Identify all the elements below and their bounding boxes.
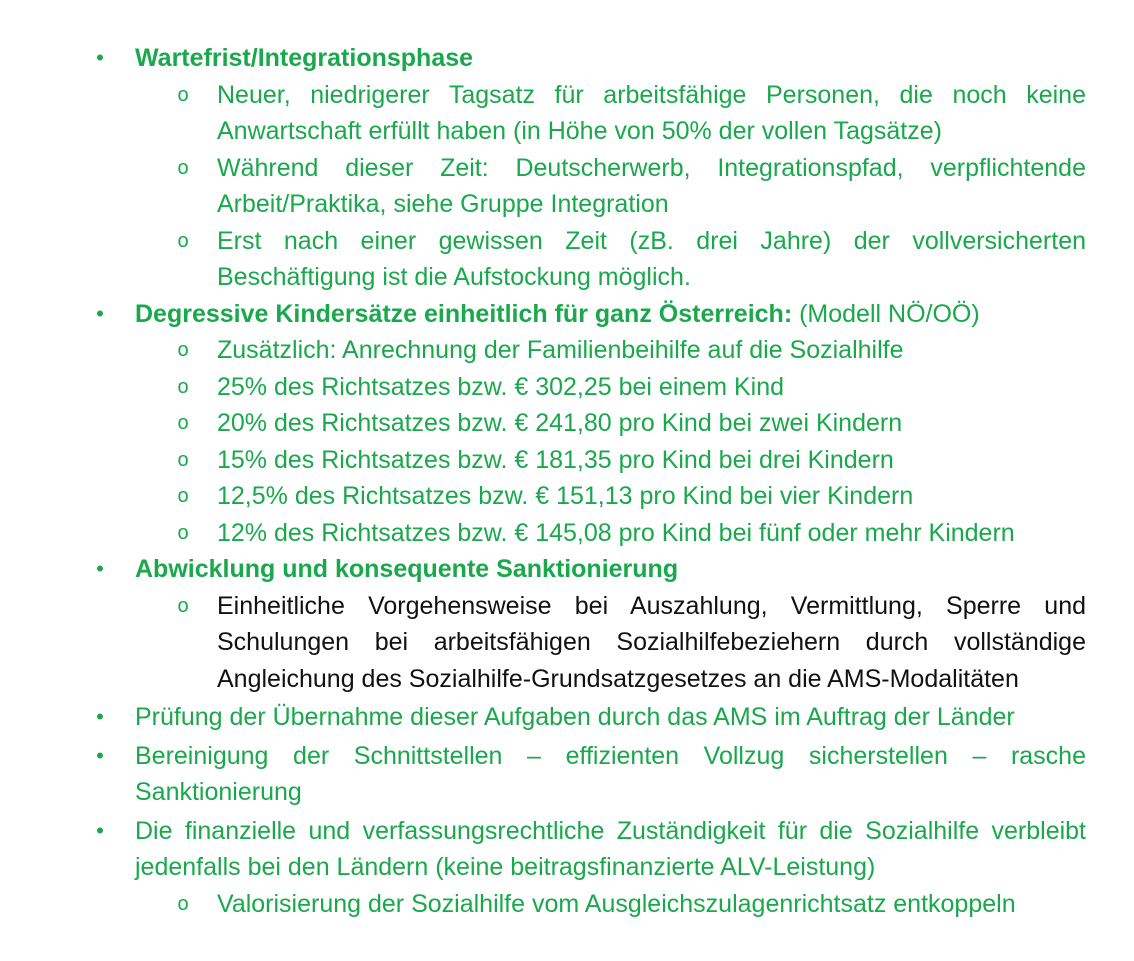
sub-list-item bbox=[0, 588, 1086, 698]
sub-item-text: 12% des Richtsatzes bzw. € 145,08 pro Kind bei fünf oder mehr Kindern bbox=[217, 518, 1015, 547]
bullet-icon: • bbox=[96, 704, 104, 729]
sub-item-text: Während dieser Zeit: Deutscherwerb, Integrationspfad, verpflichtende Arbeit/Praktika, siehe Gruppe Integration bbox=[217, 153, 1086, 218]
sub-item-text: 20% des Richtsatzes bzw. € 241,80 pro Kind bei zwei Kindern bbox=[217, 409, 903, 437]
sub-item-text: Einheitliche Vorgehensweise bei Auszahlung, Vermittlung, Sperre und Schulungen bei arbeitsfähigen Sozialhilfebeziehern durch vollständige Angleichung des Sozialhilfe-Grundsatzgesetzes an die AMS-Modalitäten bbox=[217, 591, 1086, 693]
bullet-icon: • bbox=[96, 300, 104, 326]
sub-list-item bbox=[0, 478, 1086, 515]
bullet-icon: • bbox=[96, 45, 104, 70]
sub-list-item bbox=[0, 515, 1086, 552]
list-item bbox=[0, 40, 1086, 296]
sub-item-text: Valorisierung der Sozialhilfe vom Ausgleichszulagenrichtsatz entkoppeln bbox=[217, 889, 1016, 918]
sub-list-item bbox=[0, 150, 1086, 223]
sub-list bbox=[0, 886, 1086, 923]
bullet-icon: • bbox=[96, 742, 104, 768]
sub-list-item bbox=[0, 886, 1086, 923]
sub-list bbox=[0, 332, 1086, 551]
circle-bullet-icon: o bbox=[177, 448, 189, 471]
bullet-list bbox=[0, 40, 1134, 922]
sub-item-text: 25% des Richtsatzes bzw. € 302,25 bei einem Kind bbox=[217, 372, 785, 401]
item-heading: Degressive Kindersätze einheitlich für ganz Österreich: bbox=[135, 299, 793, 328]
list-item bbox=[0, 551, 1086, 697]
sub-list bbox=[0, 77, 1086, 296]
item-heading: Abwicklung und konsequente Sanktionierung bbox=[135, 555, 679, 583]
circle-bullet-icon: o bbox=[177, 594, 189, 617]
item-heading: Wartefrist/Integrationsphase bbox=[135, 44, 474, 72]
sub-item-text: Erst nach einer gewissen Zeit (zB. drei Jahre) der vollversicherten Beschäftigung ist die Aufstockung möglich. bbox=[217, 226, 1086, 291]
sub-list-item bbox=[0, 405, 1086, 442]
sub-item-text: 12,5% des Richtsatzes bzw. € 151,13 pro Kind bei vier Kindern bbox=[217, 482, 914, 510]
sub-item-text: 15% des Richtsatzes bzw. € 181,35 pro Kind bei drei Kindern bbox=[217, 445, 894, 474]
sub-list-item bbox=[0, 332, 1086, 369]
circle-bullet-icon: o bbox=[177, 521, 189, 544]
circle-bullet-icon: o bbox=[177, 229, 189, 252]
list-item bbox=[0, 738, 1086, 811]
sub-list-item bbox=[0, 223, 1086, 296]
item-text: Prüfung der Übernahme dieser Aufgaben durch das AMS im Auftrag der Länder bbox=[135, 703, 1015, 731]
list-item bbox=[0, 699, 1086, 736]
sub-list-item bbox=[0, 369, 1086, 406]
list-item bbox=[0, 296, 1086, 552]
circle-bullet-icon: o bbox=[177, 339, 189, 361]
sub-list-item bbox=[0, 77, 1086, 150]
sub-item-text: Neuer, niedrigerer Tagsatz für arbeitsfähige Personen, die noch keine Anwartschaft erfüllt haben (in Höhe von 50% der vollen Tagsätze) bbox=[217, 80, 1086, 145]
circle-bullet-icon: o bbox=[177, 156, 189, 179]
circle-bullet-icon: o bbox=[177, 375, 189, 398]
circle-bullet-icon: o bbox=[177, 412, 189, 434]
circle-bullet-icon: o bbox=[177, 485, 189, 507]
sub-list-item bbox=[0, 442, 1086, 479]
item-heading-suffix: (Modell NÖ/OÖ) bbox=[792, 299, 980, 328]
bullet-icon: • bbox=[96, 556, 104, 581]
document-page bbox=[0, 40, 1134, 922]
list-item bbox=[0, 813, 1086, 923]
circle-bullet-icon: o bbox=[177, 892, 189, 915]
item-heading-line bbox=[135, 296, 1086, 333]
item-text: Die finanzielle und verfassungsrechtliche Zuständigkeit für die Sozialhilfe verbleibt jedenfalls bei den Ländern (keine beitragsfinanzierte ALV-Leistung) bbox=[135, 816, 1086, 881]
item-text: Bereinigung der Schnittstellen – effizienten Vollzug sicherstellen – rasche Sanktionierung bbox=[135, 741, 1086, 806]
sub-list bbox=[0, 588, 1086, 698]
sub-item-text: Zusätzlich: Anrechnung der Familienbeihilfe auf die Sozialhilfe bbox=[217, 336, 904, 364]
circle-bullet-icon: o bbox=[177, 83, 189, 106]
bullet-icon: • bbox=[96, 817, 104, 843]
